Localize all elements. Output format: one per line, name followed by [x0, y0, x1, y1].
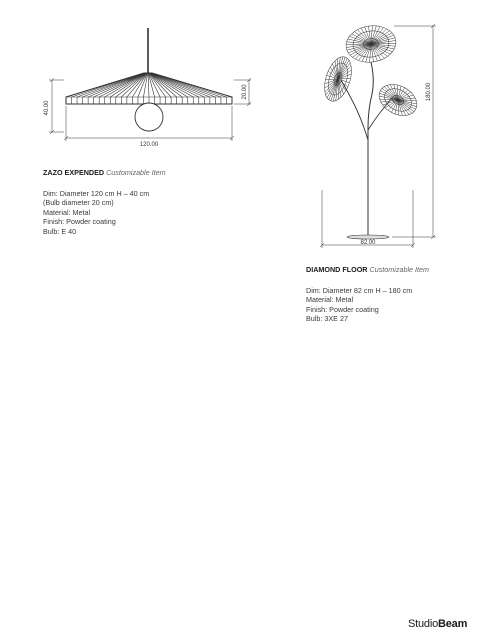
shade-left [319, 53, 356, 104]
shade-top [344, 23, 399, 66]
brand-logo [408, 618, 467, 630]
zazo-tag: Customizable Item [106, 168, 166, 177]
diamond-height-dimension [392, 24, 436, 239]
diamond-tag: Customizable Item [369, 265, 430, 274]
zazo-height-dimension [49, 78, 64, 134]
shade-right [374, 78, 422, 122]
zazo-name: ZAZO EXPENDED [43, 168, 105, 177]
zazo-spec-bulb-diameter: (Bulb diameter 20 cm) [43, 198, 114, 208]
diamond-name: DIAMOND FLOOR [306, 265, 368, 274]
zazo-title [43, 168, 166, 178]
zazo-drawing [49, 28, 251, 141]
diamond-title [306, 265, 429, 275]
zazo-info [43, 168, 166, 237]
diamond-drawing [319, 23, 436, 248]
zazo-spec-material: Material: Metal [43, 207, 91, 217]
zazo-spec-bulb: Bulb: E 40 [43, 226, 77, 236]
zazo-width-label: 120.00 [139, 142, 159, 148]
zazo-spec-dim: Dim: Diameter 120 cm H – 40 cm [43, 188, 150, 198]
brand-prefix: Studio [408, 618, 438, 630]
brand-suffix: Beam [438, 618, 468, 630]
zazo-height-label: 40.00 [44, 100, 50, 116]
zazo-spec-finish: Finish: Powder coating [43, 217, 116, 227]
diamond-info [306, 265, 429, 324]
floor-base [347, 235, 389, 239]
bulb-shape [135, 103, 163, 131]
diamond-height-label: 180.00 [426, 82, 432, 102]
diamond-spec-dim: Dim: Diameter 82 cm H – 180 cm [306, 285, 413, 295]
diamond-spec-finish: Finish: Powder coating [306, 304, 379, 314]
diamond-spec-material: Material: Metal [306, 295, 354, 305]
diamond-width-label: 82.00 [360, 240, 376, 246]
diamond-spec-bulb: Bulb: 3XE 27 [306, 314, 348, 324]
zazo-shade-label: 20.00 [242, 84, 248, 100]
